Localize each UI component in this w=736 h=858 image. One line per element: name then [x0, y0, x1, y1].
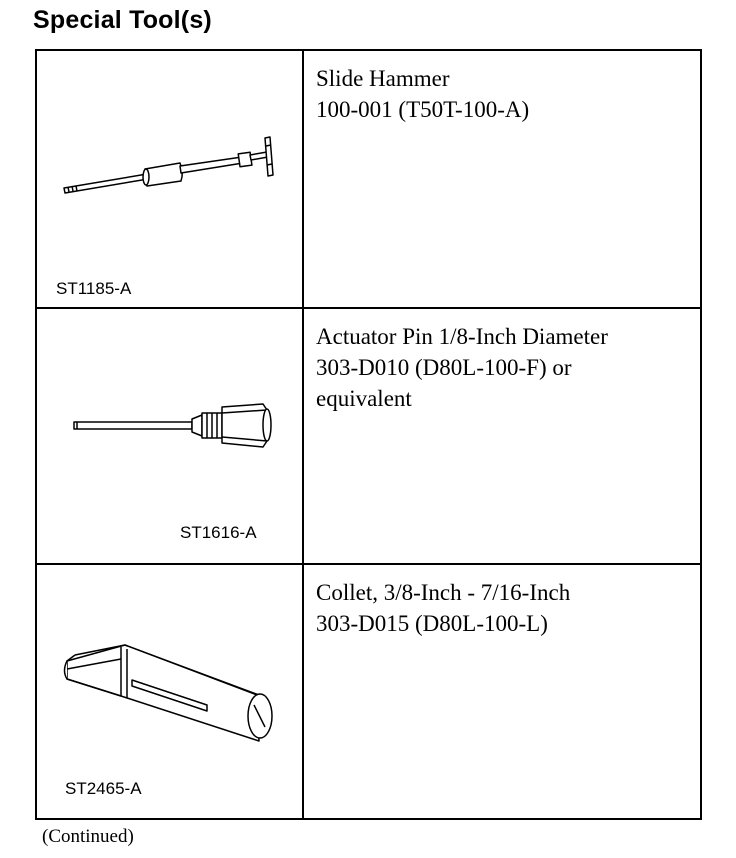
tool-code: ST2465-A — [65, 779, 142, 798]
continued-note: (Continued) — [42, 826, 134, 847]
tool-part-number: 303-D010 (D80L-100-F) or — [316, 355, 572, 380]
tool-note: equivalent — [316, 386, 412, 411]
tool-part-number: 100-001 (T50T-100-A) — [316, 97, 530, 122]
tool-code: ST1185-A — [56, 279, 132, 298]
actuator-pin-icon — [37, 309, 302, 563]
tool-name: Slide Hammer — [316, 66, 450, 91]
tool-image-cell — [37, 309, 304, 563]
tool-row-collet — [37, 565, 700, 818]
slide-hammer-icon — [37, 51, 302, 307]
tool-row-slide-hammer — [37, 51, 700, 309]
tool-part-number: 303-D015 (D80L-100-L) — [316, 611, 548, 636]
page-title: Special Tool(s) — [33, 6, 212, 34]
tool-row-actuator-pin — [37, 309, 700, 565]
special-tools-table — [35, 49, 702, 820]
tool-name: Actuator Pin 1/8-Inch Diameter — [316, 324, 608, 349]
tool-name: Collet, 3/8-Inch - 7/16-Inch — [316, 580, 571, 605]
tool-description — [304, 309, 700, 563]
tool-description — [304, 51, 700, 307]
tool-code: ST1616-A — [180, 523, 257, 542]
tool-description — [304, 565, 700, 818]
tool-image-cell — [37, 565, 304, 818]
tool-image-cell — [37, 51, 304, 307]
